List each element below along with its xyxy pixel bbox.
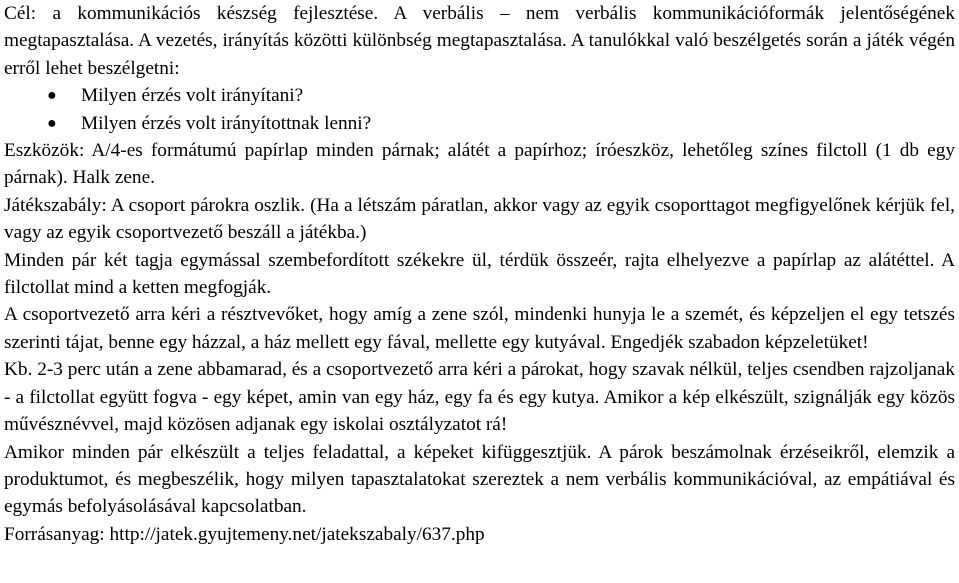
list-item-text: Milyen érzés volt irányítani?: [81, 85, 304, 107]
rules-paragraph: Játékszabály: A csoport párokra oszlik. (Ha a létszám páratlan, akkor vagy az egyik csoporttagot megfigyelőnek kérjük fel, vagy az egyik csoportvezető beszáll a játékba.): [4, 194, 955, 244]
imagination-paragraph: A csoportvezető arra kéri a résztvevőket, hogy amíg a zene szól, mindenki hunyja le a szemét, és képzeljen el egy tetszés szerinti tájat, benne egy házzal, a ház mellett egy fával, mellette egy kutyával. Engedjék szabadon képzeletüket!: [4, 304, 955, 353]
seating-paragraph: Minden pár két tagja egymással szembefordított székekre ül, térdük összeér, rajta elhelyezve a papírlap az alátéttel. A filctollat mind a ketten megfogják.: [4, 249, 955, 299]
source-paragraph: Forrásanyag: http://jatek.gyujtemeny.net/jatekszabaly/637.php: [4, 523, 485, 545]
tools-paragraph: Eszközök: A/4-es formátumú papírlap minden párnak; alátét a papírhoz; íróeszköz, lehetőleg színes filctoll (1 db egy párnak). Halk zene.: [4, 140, 955, 189]
bullet-icon: ●: [47, 114, 57, 132]
list-item-text: Milyen érzés volt irányítottnak lenni?: [81, 112, 372, 134]
list-item: [4, 82, 955, 109]
list-item: [4, 110, 955, 137]
bullet-icon: ●: [47, 87, 57, 105]
question-list: [4, 82, 955, 137]
discussion-paragraph: Amikor minden pár elkészült a teljes feladattal, a képeket kifüggesztjük. A párok beszámolnak érzéseikről, elemzik a produktumot, és megbeszélik, hogy milyen tapasztalatokat szereztek a nem verbális kommunikációval, az empátiával és egymás befolyásolásával kapcsolatban.: [4, 441, 955, 518]
drawing-paragraph: Kb. 2-3 perc után a zene abbamarad, és a csoportvezető arra kéri a párokat, hogy szavak nélkül, teljes csendben rajzoljanak - a filctollat együtt fogva - egy képet, amin van egy ház, egy fa és egy kutya. Amikor a kép elkészült, szignálják egy közös művésznévvel, majd közösen adjanak egy iskolai osztályzatot rá!: [4, 359, 955, 436]
goal-paragraph: Cél: a kommunikációs készség fejlesztése. A verbális – nem verbális kommunikációformák jelentőségének megtapasztalása. A vezetés, irányítás közötti különbség megtapasztalása. A tanulókkal való beszélgetés során a játék végén erről lehet beszélgetni:: [4, 3, 955, 79]
